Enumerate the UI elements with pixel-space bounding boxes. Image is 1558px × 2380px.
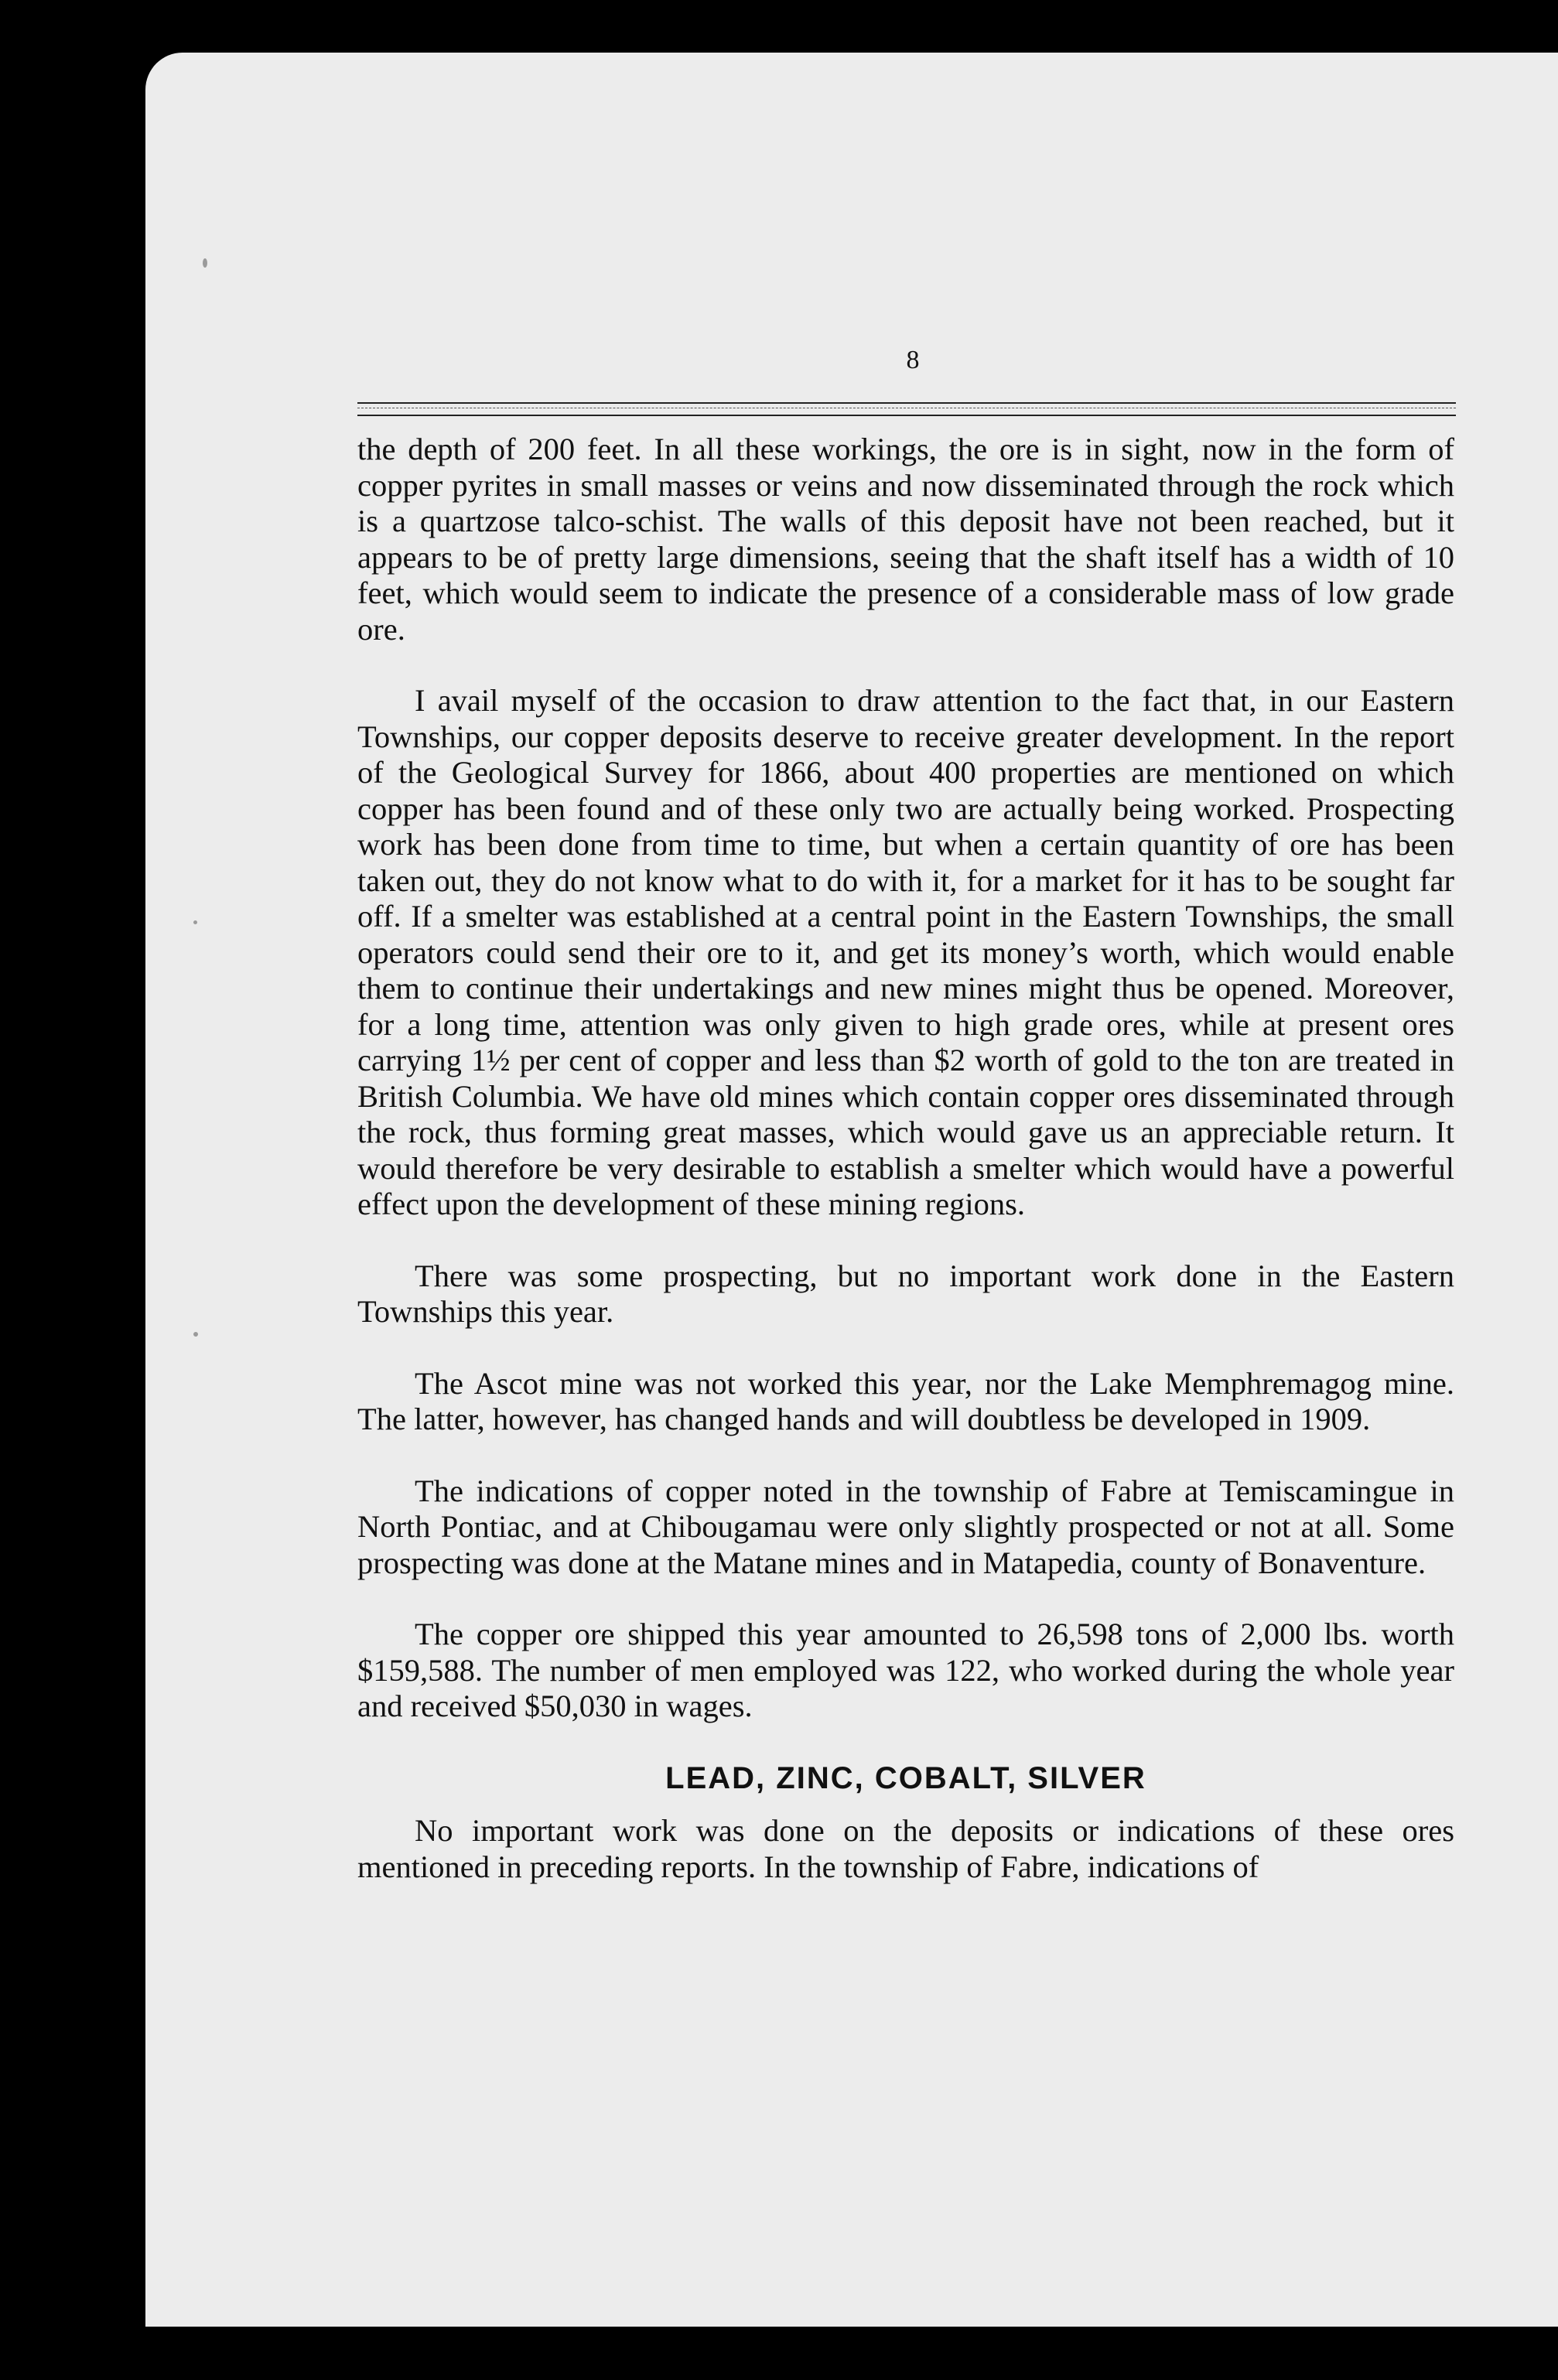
section-heading: LEAD, ZINC, COBALT, SILVER [665,1760,1146,1795]
paragraph-1: the depth of 200 feet. In all these workings, the ore is in sight, now in the form of copper pyrites in small masses or veins and now disseminated through the rock which is a quartzose talco-schist. The walls of this deposit have not been reached, but it appears to be of pretty large dimensions, seeing that the shaft itself has a width of 10 feet, which would seem to indicate the presence of a considerable mass of low grade ore. [357,432,1454,647]
scan-speck [203,258,207,268]
paragraph-6: The copper ore shipped this year amounted to 26,598 tons of 2,000 lbs. worth $159,588. The number of men employed was 122, who worked during the whole year and received $50,030 in wages. [357,1617,1454,1723]
scan-speck [193,920,197,924]
paragraph-4: The Ascot mine was not worked this year, nor the Lake Memphremagog mine. The latter, however, has changed hands and will doubtless be developed in 1909. [357,1365,1454,1436]
paragraph-2: I avail myself of the occasion to draw attention to the fact that, in our Eastern Townships, our copper deposits deserve to receive greater development. In the report of the Geological Survey for 1866, about 400 properties are mentioned on which copper has been found and of these only two are actually being worked. Prospecting work has been done from time to time, but when a certain quantity of ore has been taken out, they do not know what to do with it, for a market for it has to be sought far off. If a smelter was established at a central point in the Eastern Townships, the small operators could send their ore to it, and get its money’s worth, which would enable them to continue their undertakings and new mines might thus be opened. Moreover, for a long time, attention was only given to high grade ores, while at present ores carrying 1½ per cent of copper and less than $2 worth of gold to the ton are treated in British Columbia. We have old mines which contain copper ores disseminated through the rock, thus forming great masses, which would gave us an appreciable return. It would therefore be very desirable to establish a smelter which would have a powerful effect upon the development of these mining regions. [357,683,1454,1221]
header-rule [357,402,1456,416]
paragraph-5: The indications of copper noted in the township of Fabre at Temiscamingue in North Pontiac, and at Chibougamau were only slightly prospected or not at all. Some prospecting was done at the Matane mines and in Matapedia, county of Bonaventure. [357,1473,1454,1580]
section-paragraph: No important work was done on the deposits or indications of these ores mentioned in preceding reports. In the township of Fabre, indications of [357,1813,1454,1884]
scan-speck [193,1332,198,1337]
body-text [357,432,1454,1921]
paragraph-3: There was some prospecting, but no important work done in the Eastern Townships this year. [357,1258,1454,1329]
page-number: 8 [906,346,920,374]
